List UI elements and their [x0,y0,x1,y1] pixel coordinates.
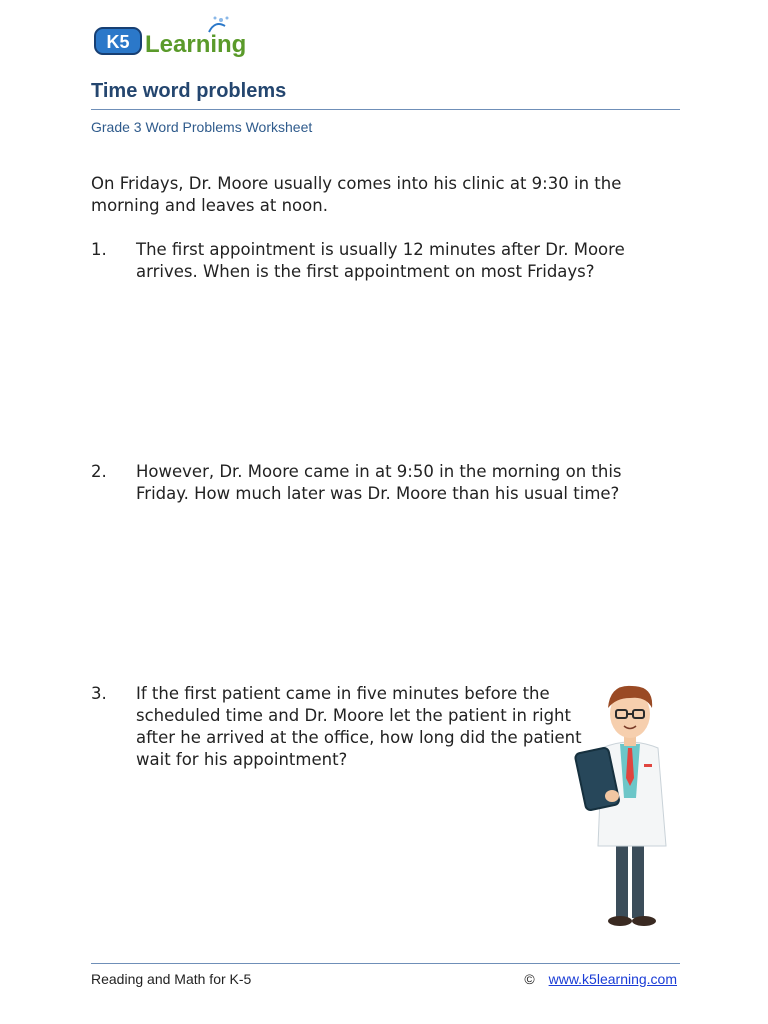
question-text: If the first patient came in five minutes before the scheduled time and Dr. Moore let the patient in right after he arrived at the office, how long did the patient wait for his appointment? [136,684,582,769]
page-title: Time word problems [91,80,287,102]
question-text: The first appointment is usually 12 minutes after Dr. Moore arrives. When is the first appointment on most Fridays? [136,240,625,281]
question-number: 2. [91,462,107,481]
intro-paragraph: On Fridays, Dr. Moore usually comes into his clinic at 9:30 in the morning and leaves at noon. [91,174,622,215]
footer-tagline: Reading and Math for K-5 [91,971,252,987]
footer-divider [91,963,680,964]
question-number: 1. [91,240,107,259]
logo-mark: K5 [106,32,130,52]
logo-word: Learning [145,31,247,58]
doctor-illustration [572,678,676,928]
question-number: 3. [91,684,107,703]
page-subtitle: Grade 3 Word Problems Worksheet [91,119,313,135]
k5-website-link[interactable]: www.k5learning.com [548,971,677,987]
copyright-symbol: © [524,971,535,987]
question-text: However, Dr. Moore came in at 9:50 in the morning on this Friday. How much later was Dr. Moore than his usual time? [136,462,622,503]
k5-learning-logo [93,14,263,60]
header-divider [91,109,680,110]
footer-credit [524,971,677,987]
